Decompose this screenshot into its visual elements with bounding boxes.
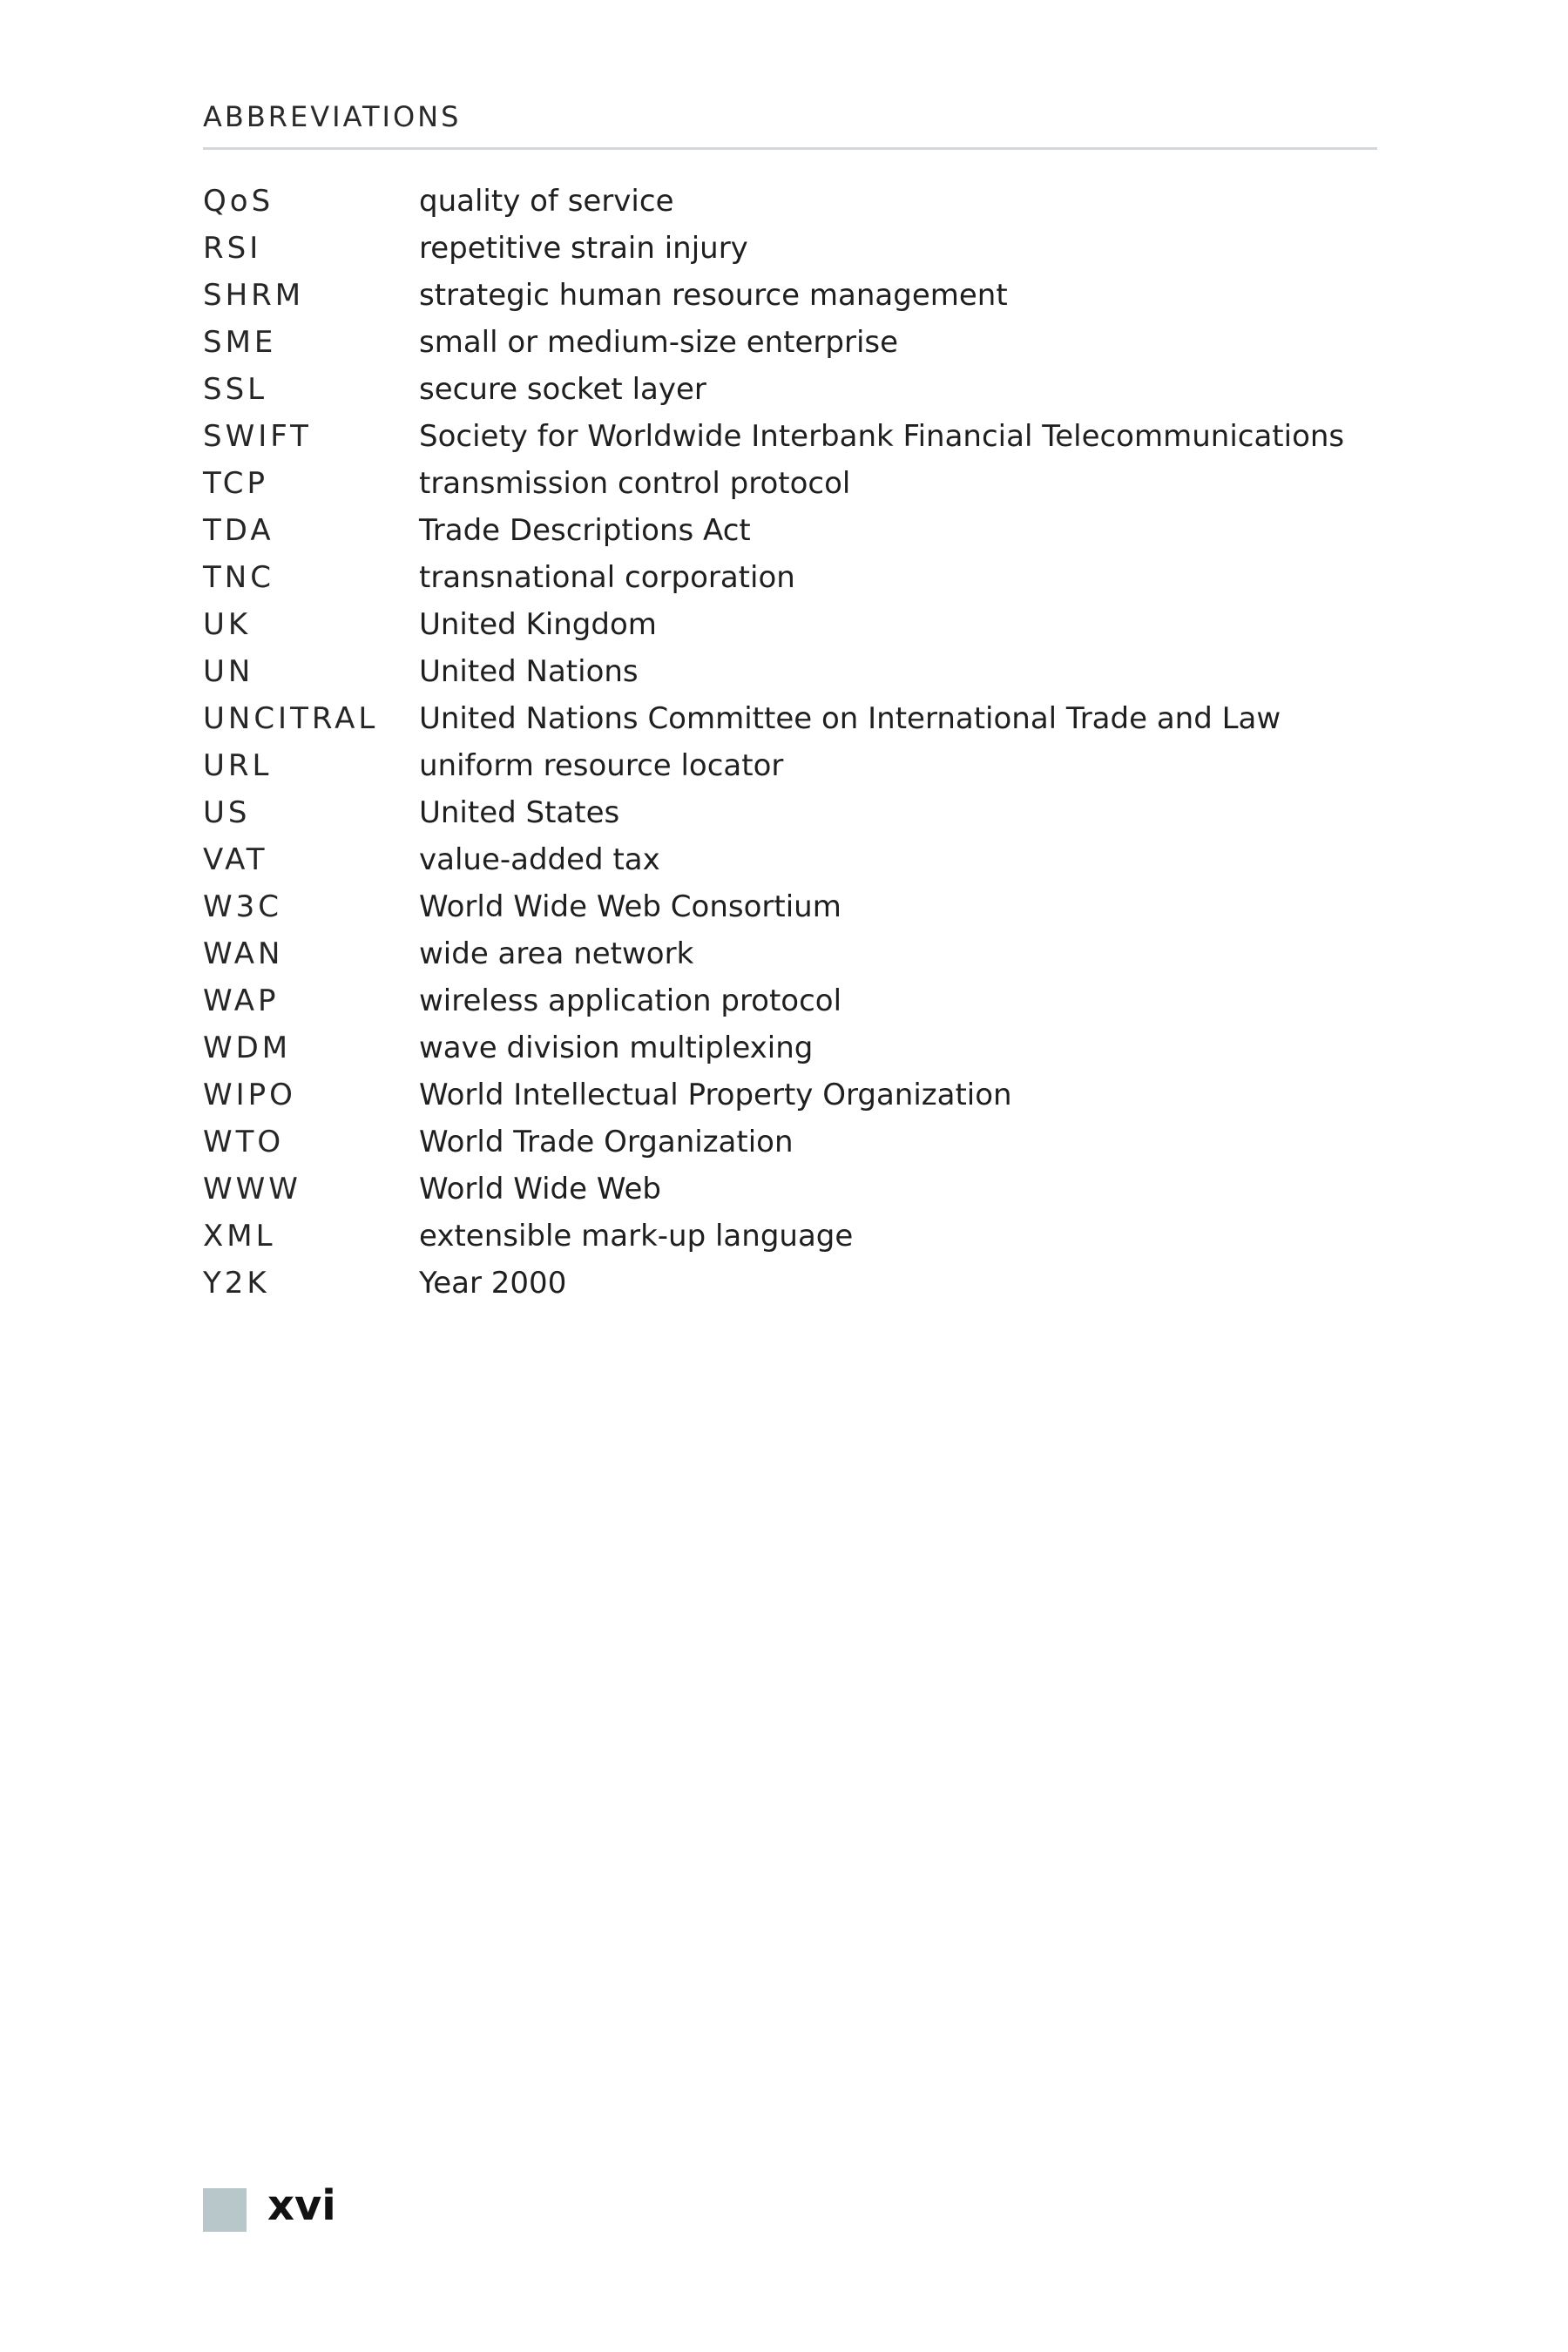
abbreviation-row (203, 789, 1377, 836)
abbreviation-row (203, 977, 1377, 1024)
abbreviation-term: UN (203, 654, 254, 689)
abbreviation-row (203, 742, 1377, 789)
page-number: xvi (267, 2181, 336, 2230)
abbreviation-term: TNC (203, 560, 274, 595)
section-title: ABBREVIATIONS (203, 100, 462, 133)
abbreviation-term: TCP (203, 466, 269, 501)
abbreviation-term: SWIFT (203, 419, 312, 454)
abbreviation-term: WAN (203, 936, 284, 971)
abbreviation-definition: wide area network (419, 936, 694, 971)
abbreviation-term: XML (203, 1219, 276, 1254)
abbreviation-term: SSL (203, 372, 268, 407)
abbreviation-definition: wave division multiplexing (419, 1031, 814, 1065)
abbreviation-row (203, 1071, 1377, 1119)
abbreviation-definition: United Kingdom (419, 607, 657, 642)
abbreviation-definition: World Trade Organization (419, 1125, 794, 1159)
abbreviation-row (203, 178, 1377, 225)
abbreviation-definition: extensible mark-up language (419, 1219, 854, 1254)
abbreviation-row (203, 1260, 1377, 1307)
abbreviation-definition: Trade Descriptions Act (419, 513, 751, 548)
abbreviation-row (203, 460, 1377, 507)
abbreviation-term: URL (203, 748, 273, 783)
page-marker-square (203, 2188, 247, 2232)
abbreviation-definition: Year 2000 (419, 1266, 567, 1301)
abbreviation-definition: United Nations Committee on International Trade and Law (419, 701, 1281, 736)
abbreviation-term: QoS (203, 184, 274, 219)
abbreviation-definition: quality of service (419, 184, 674, 219)
page-header (203, 98, 1377, 150)
abbreviation-row (203, 366, 1377, 413)
abbreviation-definition: Society for Worldwide Interbank Financial Telecommunications (419, 419, 1345, 454)
abbreviation-term: UNCITRAL (203, 701, 379, 736)
abbreviation-definition: World Wide Web Consortium (419, 889, 841, 924)
abbreviation-row (203, 554, 1377, 601)
abbreviation-row (203, 648, 1377, 695)
abbreviation-row (203, 1213, 1377, 1260)
abbreviation-row (203, 883, 1377, 930)
abbreviation-row (203, 1166, 1377, 1213)
abbreviation-definition: uniform resource locator (419, 748, 784, 783)
abbreviation-definition: wireless application protocol (419, 983, 842, 1018)
abbreviation-term: UK (203, 607, 252, 642)
abbreviation-row (203, 272, 1377, 319)
abbreviation-term: Y2K (203, 1266, 270, 1301)
abbreviation-row (203, 930, 1377, 977)
abbreviation-definition: transnational corporation (419, 560, 795, 595)
abbreviation-row (203, 225, 1377, 272)
abbreviation-definition: value-added tax (419, 842, 660, 877)
abbreviation-term: VAT (203, 842, 268, 877)
abbreviation-term: RSI (203, 231, 262, 266)
abbreviation-definition: small or medium-size enterprise (419, 325, 899, 360)
abbreviation-term: WDM (203, 1031, 292, 1065)
abbreviation-term: TDA (203, 513, 274, 548)
abbreviation-definition: transmission control protocol (419, 466, 851, 501)
abbreviation-term: WTO (203, 1125, 285, 1159)
abbreviation-definition: World Wide Web (419, 1172, 661, 1206)
abbreviation-row (203, 836, 1377, 883)
abbreviation-list (203, 178, 1377, 1307)
abbreviation-row (203, 1119, 1377, 1166)
abbreviation-definition: World Intellectual Property Organization (419, 1078, 1012, 1112)
abbreviation-definition: repetitive strain injury (419, 231, 748, 266)
abbreviation-row (203, 413, 1377, 460)
abbreviation-definition: strategic human resource management (419, 278, 1008, 313)
abbreviation-term: W3C (203, 889, 282, 924)
abbreviation-term: WAP (203, 983, 280, 1018)
abbreviation-term: WWW (203, 1172, 301, 1206)
abbreviation-definition: United Nations (419, 654, 639, 689)
abbreviation-term: US (203, 795, 251, 830)
abbreviation-definition: secure socket layer (419, 372, 706, 407)
abbreviation-row (203, 1024, 1377, 1071)
abbreviation-term: SME (203, 325, 277, 360)
abbreviation-row (203, 507, 1377, 554)
abbreviation-definition: United States (419, 795, 620, 830)
abbreviation-row (203, 695, 1377, 742)
abbreviation-row (203, 319, 1377, 366)
abbreviation-term: WIPO (203, 1078, 296, 1112)
abbreviation-row (203, 601, 1377, 648)
abbreviation-term: SHRM (203, 278, 305, 313)
